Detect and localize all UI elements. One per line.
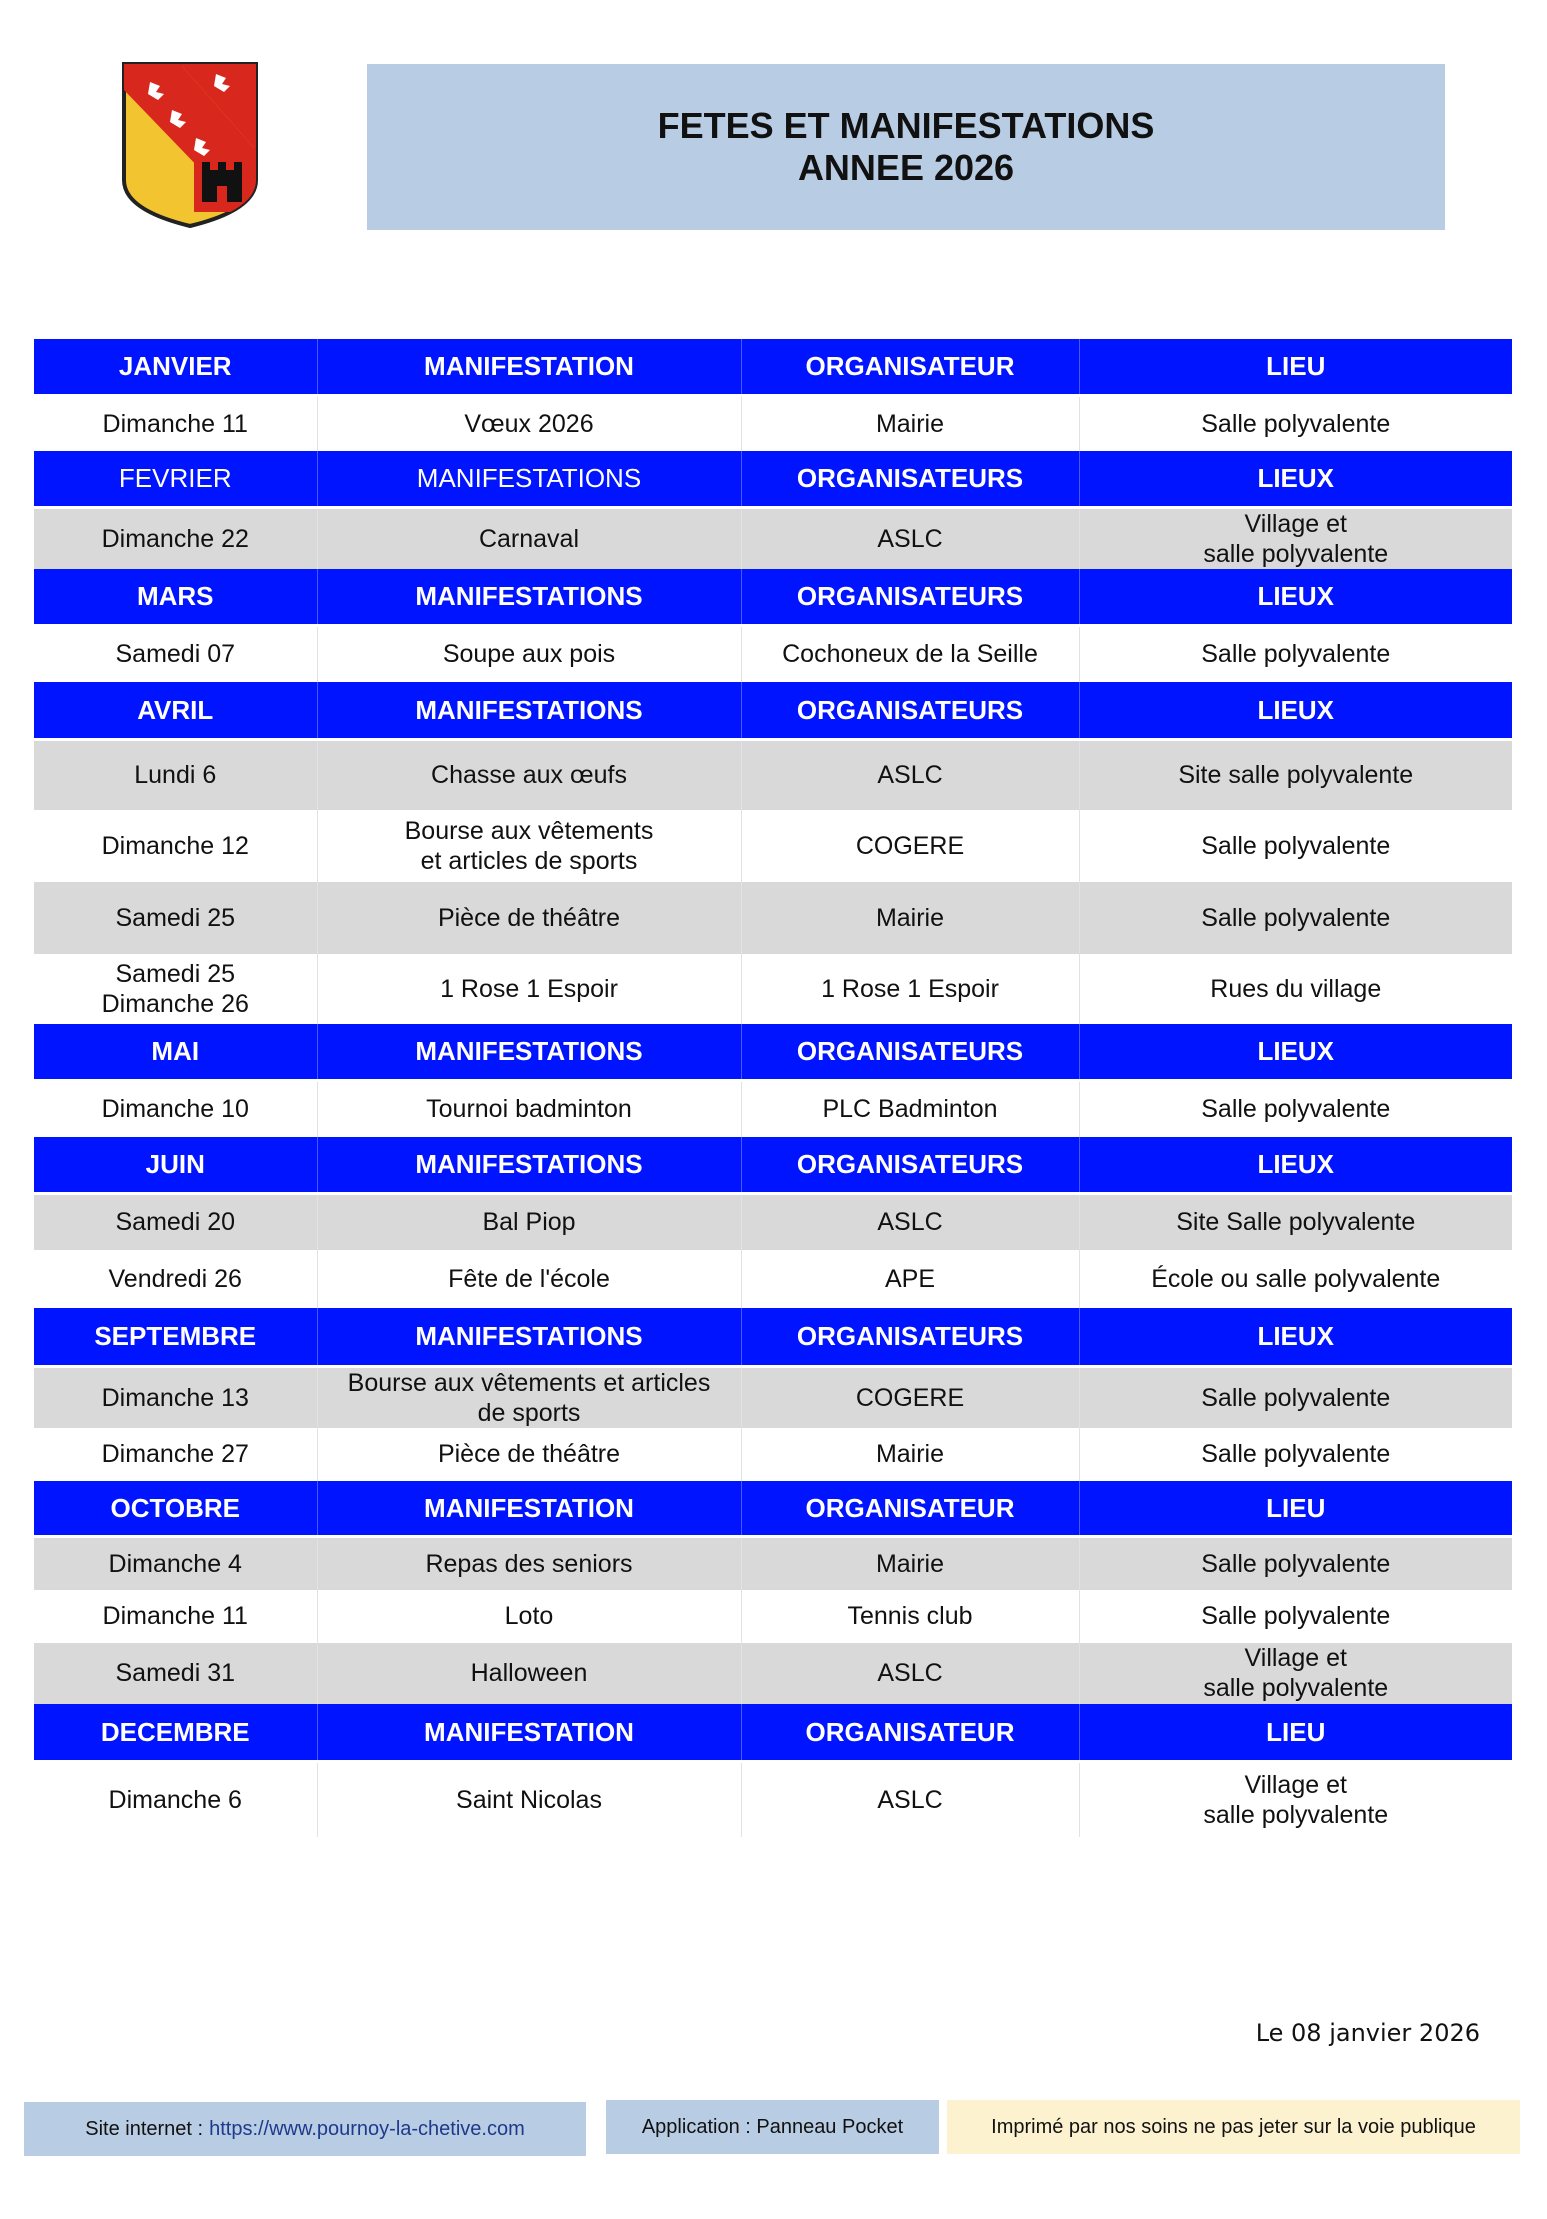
column-header-organizer: ORGANISATEURS (741, 451, 1079, 507)
event-date: Lundi 6 (34, 739, 317, 810)
event-organizer: Mairie (741, 1428, 1079, 1481)
event-date: Samedi 25 Dimanche 26 (34, 954, 317, 1024)
column-header-place: LIEUX (1079, 1137, 1512, 1193)
page-subtitle: ANNEE 2026 (797, 147, 1015, 188)
event-date: Samedi 20 (34, 1193, 317, 1250)
print-note: Imprimé par nos soins ne pas jeter sur la voie publique (991, 2115, 1476, 2138)
column-header-place: LIEUX (1079, 451, 1512, 507)
column-header-event: MANIFESTATION (317, 339, 741, 395)
event-date: Vendredi 26 (34, 1250, 317, 1308)
event-event: Bourse aux vêtements et articles de sports (317, 1366, 741, 1428)
month-name: JUIN (34, 1137, 317, 1193)
event-date: Dimanche 4 (34, 1537, 317, 1590)
column-header-organizer: ORGANISATEURS (741, 1137, 1079, 1193)
event-event: Repas des seniors (317, 1537, 741, 1590)
event-row (34, 1250, 1512, 1308)
event-place: Village et salle polyvalente (1079, 1643, 1512, 1704)
event-place: Salle polyvalente (1079, 1537, 1512, 1590)
column-header-event: MANIFESTATIONS (317, 569, 741, 625)
event-organizer: PLC Badminton (741, 1080, 1079, 1137)
month-header-row (34, 339, 1512, 395)
events-table (34, 339, 1512, 1837)
column-header-place: LIEUX (1079, 1024, 1512, 1080)
event-row (34, 507, 1512, 569)
event-event: Loto (317, 1590, 741, 1643)
website-link[interactable]: https://www.pournoy-la-chetive.com (209, 2117, 525, 2140)
month-header-row (34, 682, 1512, 739)
month-header-row (34, 1024, 1512, 1080)
event-event: Soupe aux pois (317, 625, 741, 682)
column-header-organizer: ORGANISATEURS (741, 682, 1079, 739)
column-header-organizer: ORGANISATEURS (741, 1308, 1079, 1366)
event-organizer: APE (741, 1250, 1079, 1308)
month-header-row (34, 1137, 1512, 1193)
event-organizer: Tennis club (741, 1590, 1079, 1643)
event-organizer: Mairie (741, 1537, 1079, 1590)
column-header-organizer: ORGANISATEUR (741, 1481, 1079, 1537)
event-organizer: ASLC (741, 1193, 1079, 1250)
event-date: Dimanche 13 (34, 1366, 317, 1428)
month-name: AVRIL (34, 682, 317, 739)
event-place: Rues du village (1079, 954, 1512, 1024)
event-organizer: ASLC (741, 507, 1079, 569)
column-header-event: MANIFESTATIONS (317, 1024, 741, 1080)
event-organizer: Cochoneux de la Seille (741, 625, 1079, 682)
column-header-organizer: ORGANISATEUR (741, 1704, 1079, 1762)
event-place: Salle polyvalente (1079, 882, 1512, 954)
month-name: DECEMBRE (34, 1704, 317, 1762)
month-name: FEVRIER (34, 451, 317, 507)
event-row (34, 882, 1512, 954)
column-header-place: LIEUX (1079, 569, 1512, 625)
event-place: Salle polyvalente (1079, 1366, 1512, 1428)
website-label: Site internet : (85, 2117, 204, 2140)
event-date: Samedi 31 (34, 1643, 317, 1704)
event-event: Fête de l'école (317, 1250, 741, 1308)
event-date: Dimanche 12 (34, 810, 317, 882)
event-date: Dimanche 22 (34, 507, 317, 569)
print-note-box (947, 2100, 1520, 2154)
date-stamp: Le 08 janvier 2026 (1255, 2019, 1480, 2047)
column-header-place: LIEU (1079, 1704, 1512, 1762)
column-header-event: MANIFESTATIONS (317, 451, 741, 507)
event-date: Samedi 07 (34, 625, 317, 682)
event-organizer: ASLC (741, 739, 1079, 810)
event-place: Salle polyvalente (1079, 810, 1512, 882)
event-row (34, 625, 1512, 682)
event-row (34, 954, 1512, 1024)
month-name: OCTOBRE (34, 1481, 317, 1537)
event-event: Tournoi badminton (317, 1080, 741, 1137)
event-row (34, 1590, 1512, 1643)
column-header-event: MANIFESTATION (317, 1481, 741, 1537)
column-header-place: LIEU (1079, 1481, 1512, 1537)
event-row (34, 739, 1512, 810)
event-place: Salle polyvalente (1079, 1080, 1512, 1137)
column-header-event: MANIFESTATIONS (317, 1137, 741, 1193)
app-text: Application : Panneau Pocket (641, 2115, 904, 2138)
column-header-organizer: ORGANISATEURS (741, 1024, 1079, 1080)
month-header-row (34, 451, 1512, 507)
event-date: Dimanche 6 (34, 1762, 317, 1837)
event-row (34, 1080, 1512, 1137)
event-date: Dimanche 27 (34, 1428, 317, 1481)
month-header-row (34, 1704, 1512, 1762)
coat-of-arms-icon (120, 60, 260, 230)
column-header-event: MANIFESTATIONS (317, 1308, 741, 1366)
event-place: École ou salle polyvalente (1079, 1250, 1512, 1308)
event-date: Dimanche 10 (34, 1080, 317, 1137)
event-organizer: COGERE (741, 810, 1079, 882)
event-event: Pièce de théâtre (317, 882, 741, 954)
month-header-row (34, 1481, 1512, 1537)
event-row (34, 395, 1512, 451)
event-row (34, 1762, 1512, 1837)
event-place: Village et salle polyvalente (1079, 1762, 1512, 1837)
event-place: Site salle polyvalente (1079, 739, 1512, 810)
event-event: Halloween (317, 1643, 741, 1704)
column-header-organizer: ORGANISATEURS (741, 569, 1079, 625)
event-row (34, 1428, 1512, 1481)
month-name: MAI (34, 1024, 317, 1080)
event-event: Pièce de théâtre (317, 1428, 741, 1481)
event-place: Salle polyvalente (1079, 395, 1512, 451)
event-event: Bourse aux vêtements et articles de sports (317, 810, 741, 882)
event-event: 1 Rose 1 Espoir (317, 954, 741, 1024)
event-place: Salle polyvalente (1079, 1590, 1512, 1643)
title-banner (367, 64, 1445, 230)
website-box (24, 2102, 586, 2156)
column-header-event: MANIFESTATION (317, 1704, 741, 1762)
month-header-row (34, 1308, 1512, 1366)
event-date: Samedi 25 (34, 882, 317, 954)
month-name: SEPTEMBRE (34, 1308, 317, 1366)
month-name: JANVIER (34, 339, 317, 395)
event-event: Carnaval (317, 507, 741, 569)
month-name: MARS (34, 569, 317, 625)
app-box (606, 2100, 939, 2154)
column-header-place: LIEU (1079, 339, 1512, 395)
event-row (34, 1537, 1512, 1590)
event-organizer: Mairie (741, 882, 1079, 954)
event-event: Chasse aux œufs (317, 739, 741, 810)
event-organizer: Mairie (741, 395, 1079, 451)
event-event: Bal Piop (317, 1193, 741, 1250)
event-organizer: ASLC (741, 1643, 1079, 1704)
event-organizer: COGERE (741, 1366, 1079, 1428)
event-date: Dimanche 11 (34, 395, 317, 451)
column-header-event: MANIFESTATIONS (317, 682, 741, 739)
event-organizer: ASLC (741, 1762, 1079, 1837)
event-row (34, 1643, 1512, 1704)
column-header-place: LIEUX (1079, 1308, 1512, 1366)
event-event: Saint Nicolas (317, 1762, 741, 1837)
event-place: Salle polyvalente (1079, 1428, 1512, 1481)
event-row (34, 1366, 1512, 1428)
page-title: FETES ET MANIFESTATIONS (657, 105, 1155, 146)
event-event: Vœux 2026 (317, 395, 741, 451)
event-place: Village et salle polyvalente (1079, 507, 1512, 569)
column-header-place: LIEUX (1079, 682, 1512, 739)
event-organizer: 1 Rose 1 Espoir (741, 954, 1079, 1024)
event-row (34, 1193, 1512, 1250)
event-date: Dimanche 11 (34, 1590, 317, 1643)
event-place: Salle polyvalente (1079, 625, 1512, 682)
event-place: Site Salle polyvalente (1079, 1193, 1512, 1250)
column-header-organizer: ORGANISATEUR (741, 339, 1079, 395)
month-header-row (34, 569, 1512, 625)
event-row (34, 810, 1512, 882)
